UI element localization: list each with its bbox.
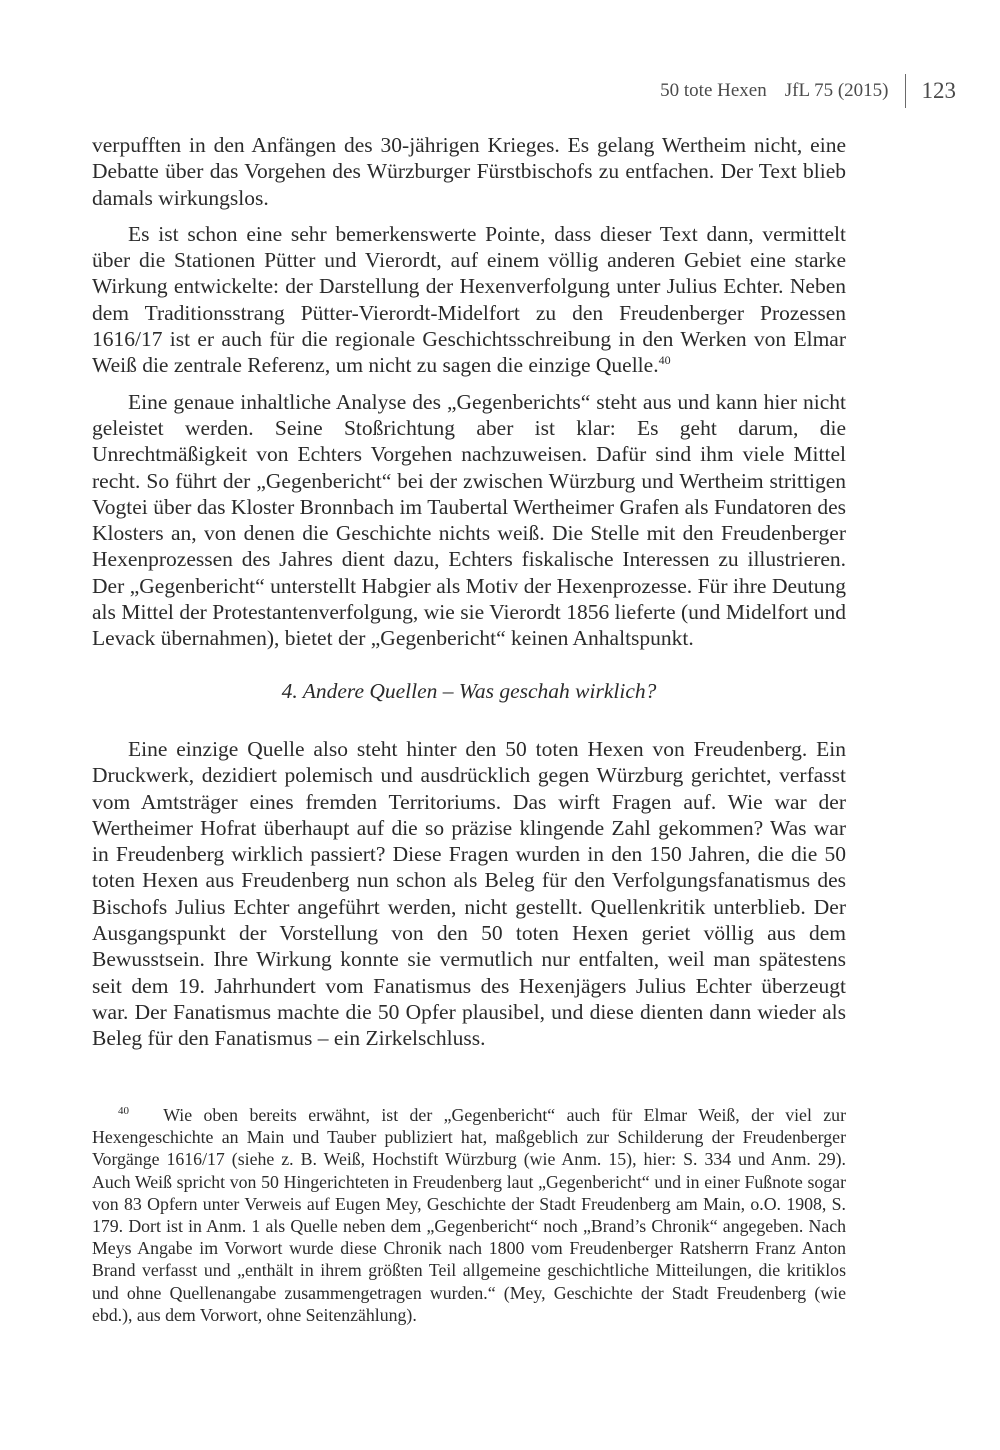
running-header bbox=[660, 74, 956, 108]
journal-citation: JfL 75 (2015) bbox=[784, 80, 889, 101]
footnote-number: 40 bbox=[118, 1105, 129, 1117]
main-text bbox=[92, 132, 846, 1052]
paragraph-2-text: Es ist schon eine sehr bemerkenswerte Pointe, dass dieser Text dann, vermittelt über die Stationen Pütter und Vierordt, auf einem völlig anderen Gebiet eine starke Wirkung entwickelte: der Darstellung der Hexenverfolgung unter Julius Echter. Neben dem Traditionsstrang Pütter-Vierordt-Midelfort zu den Freudenberger Prozessen 1616/17 ist er auch für die regionale Geschichtsschreibung in den Werken von Elmar Weiß die zentrale Referenz, um nicht zu sagen die einzige Quelle. bbox=[92, 221, 846, 378]
footnote-reference[interactable]: 40 bbox=[658, 353, 671, 368]
paragraph-1: verpufften in den Anfängen des 30-jährigen Krieges. Es gelang Wertheim nicht, eine Debatte über das Vorgehen des Würzburger Fürstbischofs zu entfachen. Der Text blieb damals wirkungslos. bbox=[92, 133, 846, 210]
paragraph-4: Eine einzige Quelle also steht hinter den 50 toten Hexen von Freudenberg. Ein Druckwerk, dezidiert polemisch und ausdrücklich gegen Würzburg gerichtet, verfasst vom Amtsträger eines fremden Territoriums. Das wirft Fragen auf. Wie war der Wertheimer Hofrat überhaupt auf die so präzise klingende Zahl gekommen? Was war in Freudenberg wirklich passiert? Diese Fragen wurden in den 150 Jahren, die die 50 toten Hexen aus Freudenberg nun schon als Beleg für den Verfolgungsfanatismus des Bischofs Julius Echter angeführt werden, nicht gestellt. Quellenkritik unterblieb. Der Ausgangspunkt der Vorstellung von den 50 toten Hexen geriet völlig aus dem Bewusstsein. Ihre Wirkung konnte sie vermutlich nur entfalten, weil man spätestens seit dem 19. Jahrhundert vom Fanatismus des Hexenjägers Julius Echter überzeugt war. Der Fanatismus machte die 50 Opfer plausibel, und diese dienten dann wieder als Beleg für den Fanatismus – ein Zirkelschluss. bbox=[92, 736, 846, 1051]
footnote-text: Wie oben bereits erwähnt, ist der „Gegenbericht“ auch für Elmar Weiß, der viel zur Hexengeschichte an Main und Tauber publiziert hat, maßgeblich zur Schilderung der Freudenberger Vorgänge 1616/17 (siehe z. B. Weiß, Hochstift Würzburg (wie Anm. 15), hier: S. 334 und Anm. 29). Auch Weiß spricht von 50 Hingerichteten in Freudenberg laut „Gegenbericht“ und in einer Fußnote sogar von 83 Opfern unter Verweis auf Eugen Mey, Geschichte der Stadt Freudenberg am Main, o.O. 1908, S. 179. Dort ist in Anm. 1 als Quelle neben dem „Gegenbericht“ noch „Brand’s Chronik“ angegeben. Nach Meys Angabe im Vorwort wurde diese Chronik nach 1800 vom Freudenberger Ratsherrn Franz Anton Brand verfasst und „enthält in ihrem größten Teil allgemeine geschichtliche Mitteilungen, die kritiklos und ohne Quellenangabe zusammengetragen wurden.“ (Mey, Geschichte der Stadt Freudenberg (wie ebd.), aus dem Vorwort, ohne Seitenzählung). bbox=[92, 1105, 846, 1325]
section-heading: 4. Andere Quellen – Was geschah wirklich? bbox=[281, 678, 657, 703]
page-number: 123 bbox=[921, 78, 956, 103]
paragraph-3: Eine genaue inhaltliche Analyse des „Gegenberichts“ steht aus und kann hier nicht geleistet werden. Seine Stoßrichtung aber ist klar: Es geht darum, die Unrechtmäßigkeit von Echters Vorgehen nachzuweisen. Dafür sind ihm viele Mittel recht. So führt der „Gegenbericht“ bei der zwischen Würzburg und Wertheim strittigen Vogtei über das Kloster Bronnbach im Taubertal Wertheimer Grafen als Fundatoren des Klosters an, von denen die Geschichte nichts weiß. Die Stelle mit den Freudenberger Hexenprozessen des Jahres dient dazu, Echters fiskalische Interessen zu illustrieren. Der „Gegenbericht“ unterstellt Habgier als Motiv der Hexenprozesse. Für ihre Deutung als Mittel der Protestantenverfolgung, wie sie Vierordt 1856 lieferte (und Midelfort und Levack übernahmen), bietet der „Gegenbericht“ keinen Anhaltspunkt. bbox=[92, 389, 846, 651]
running-title: 50 tote Hexen bbox=[660, 80, 767, 101]
paragraph-2 bbox=[92, 221, 846, 379]
header-divider bbox=[905, 74, 906, 108]
footnote-40 bbox=[92, 1104, 846, 1326]
